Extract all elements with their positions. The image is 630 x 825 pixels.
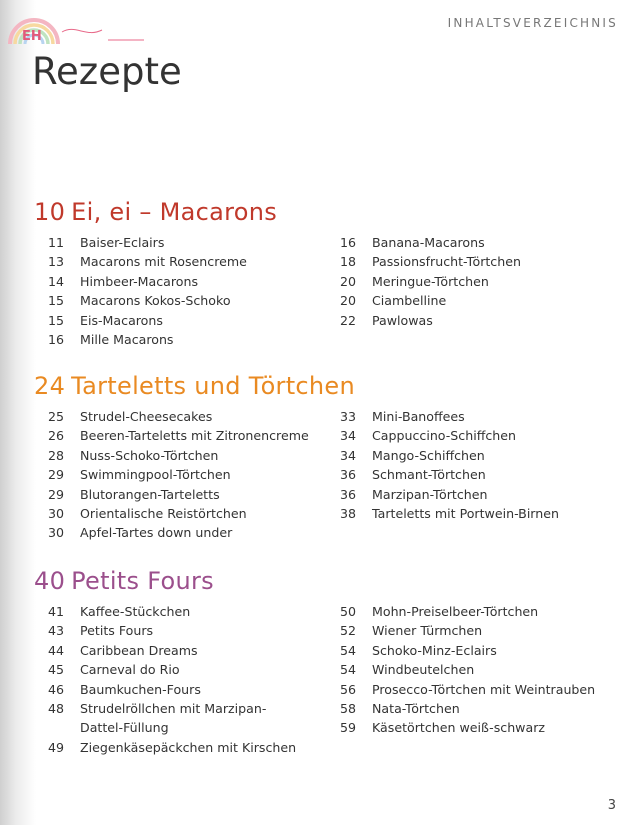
toc-entry-page: 49: [47, 739, 64, 755]
toc-entry-title: Dattel-Füllung: [80, 720, 169, 736]
toc-entry-title: Mohn-Preiselbeer-Törtchen: [372, 604, 539, 619]
toc-entry-page: 30: [47, 505, 64, 521]
toc-entry-page: 33: [339, 409, 356, 424]
toc-entry-title: Käsetörtchen weiß-schwarz: [372, 720, 545, 736]
toc-entry-page: 22: [339, 312, 356, 328]
section-page-number: 10: [34, 198, 66, 226]
toc-entry-page: 38: [339, 505, 356, 521]
toc-entry-page: 36: [339, 486, 356, 502]
rainbow-logo: [6, 4, 146, 48]
toc-entry-title: Mini-Banoffees: [372, 409, 465, 424]
toc-entry-page: 48: [47, 700, 64, 716]
toc-entry-title: Himbeer-Macarons: [80, 273, 199, 289]
toc-entry-title: Tarteletts mit Portwein-Birnen: [372, 505, 559, 521]
toc-entry-title: Nuss-Schoko-Törtchen: [80, 447, 219, 463]
toc-entry-title: Baumkuchen-Fours: [80, 681, 201, 697]
toc-entry-title: Macarons mit Rosencreme: [80, 254, 247, 270]
toc-entry-page: 20: [339, 293, 356, 309]
section-title: Petits Fours: [71, 567, 214, 595]
section-title: Ei, ei – Macarons: [71, 198, 278, 226]
toc-entry-title: Schoko-Minz-Eclairs: [372, 642, 497, 658]
toc-entry-page: 34: [339, 428, 356, 444]
page-title: Rezepte: [32, 50, 182, 93]
toc-entry-page: 59: [339, 720, 356, 736]
toc-entry-page: 43: [47, 623, 64, 639]
toc-entry-page: 56: [339, 681, 356, 697]
toc-entry-title: Macarons Kokos-Schoko: [80, 293, 231, 309]
logo-text: EH: [22, 29, 42, 44]
toc-entry-title: Apfel-Tartes down under: [80, 525, 233, 541]
toc-entry-title: Orientalische Reistörtchen: [80, 505, 247, 521]
toc-entry-page: 30: [47, 525, 64, 541]
toc-entry-title: Strudel-Cheesecakes: [80, 409, 213, 424]
page-gutter-shadow: [0, 0, 36, 825]
toc-entry-title: Swimmingpool-Törtchen: [80, 467, 231, 483]
section-heading-tarteletts: [34, 372, 355, 400]
section-heading-petits-fours: [34, 567, 214, 595]
section-header-label: INHALTSVERZEICHNIS: [447, 16, 618, 30]
toc-entry-title: Blutorangen-Tarteletts: [80, 486, 220, 502]
toc-entry-title: Baiser-Eclairs: [80, 235, 165, 250]
toc-entry-page: 41: [47, 604, 64, 619]
toc-entry-title: Meringue-Törtchen: [372, 273, 489, 289]
toc-entry-page: 29: [47, 486, 64, 502]
toc-entry-title: Pawlowas: [372, 312, 433, 328]
section-page-number: 40: [34, 567, 66, 595]
toc-entry-title: Mille Macarons: [80, 331, 174, 347]
toc-entry-title: Prosecco-Törtchen mit Weintrauben: [372, 681, 596, 697]
toc-entry-title: Schmant-Törtchen: [372, 467, 486, 483]
section-heading-macarons: [34, 198, 277, 226]
toc-entry-page: 44: [47, 642, 64, 658]
toc-entry-page: 15: [47, 312, 64, 328]
toc-entry-page: 58: [339, 700, 356, 716]
toc-entry-page: 54: [339, 662, 356, 678]
toc-entry-page: 45: [47, 662, 64, 678]
toc-entry-title: Wiener Türmchen: [372, 623, 483, 639]
toc-entry-page: 13: [47, 254, 64, 270]
toc-entry-page: 16: [47, 331, 64, 347]
toc-entry-page: 34: [339, 447, 356, 463]
toc-entry-page: 16: [339, 235, 356, 250]
page-number: 3: [607, 798, 616, 813]
toc-entry-title: Cappuccino-Schiffchen: [372, 428, 517, 444]
toc-entry-page: 15: [47, 293, 64, 309]
section-page-number: 24: [34, 372, 66, 400]
toc-entry-title: Banana-Macarons: [372, 235, 485, 250]
toc-entry-title: Windbeutelchen: [372, 662, 475, 678]
toc-entry-page: 14: [47, 273, 64, 289]
toc-entry-title: Caribbean Dreams: [80, 642, 198, 658]
toc-entry-title: Ziegenkäsepäckchen mit Kirschen: [80, 739, 297, 755]
toc-entry-title: Strudelröllchen mit Marzipan-: [80, 700, 267, 716]
toc-entry-title: Petits Fours: [80, 623, 154, 639]
toc-entry-page: 52: [339, 623, 356, 639]
toc-entry-title: Nata-Törtchen: [372, 700, 460, 716]
toc-entry-page: 46: [47, 681, 64, 697]
toc-entry-title: Carneval do Rio: [80, 662, 180, 678]
toc-entry-page: 18: [339, 254, 356, 270]
toc-entry-title: Eis-Macarons: [80, 312, 163, 328]
toc-entry-title: Mango-Schiffchen: [372, 447, 485, 463]
toc-entry-page: 29: [47, 467, 64, 483]
toc-entry-title: Marzipan-Törtchen: [372, 486, 488, 502]
toc-entry-page: 26: [47, 428, 64, 444]
toc-entry-page: 54: [339, 642, 356, 658]
toc-entry-page: 11: [47, 235, 64, 250]
toc-entry-page: 20: [339, 273, 356, 289]
toc-entry-title: Beeren-Tarteletts mit Zitronencreme: [80, 428, 309, 444]
toc-entry-title: Ciambelline: [372, 293, 447, 309]
section-title: Tarteletts und Törtchen: [71, 372, 356, 400]
toc-entry-page: 36: [339, 467, 356, 483]
toc-entry-page: 28: [47, 447, 64, 463]
toc-entry-page: 50: [339, 604, 356, 619]
toc-entry-title: Kaffee-Stückchen: [80, 604, 191, 619]
toc-entry-title: Passionsfrucht-Törtchen: [372, 254, 521, 270]
toc-entry-page: 25: [47, 409, 64, 424]
